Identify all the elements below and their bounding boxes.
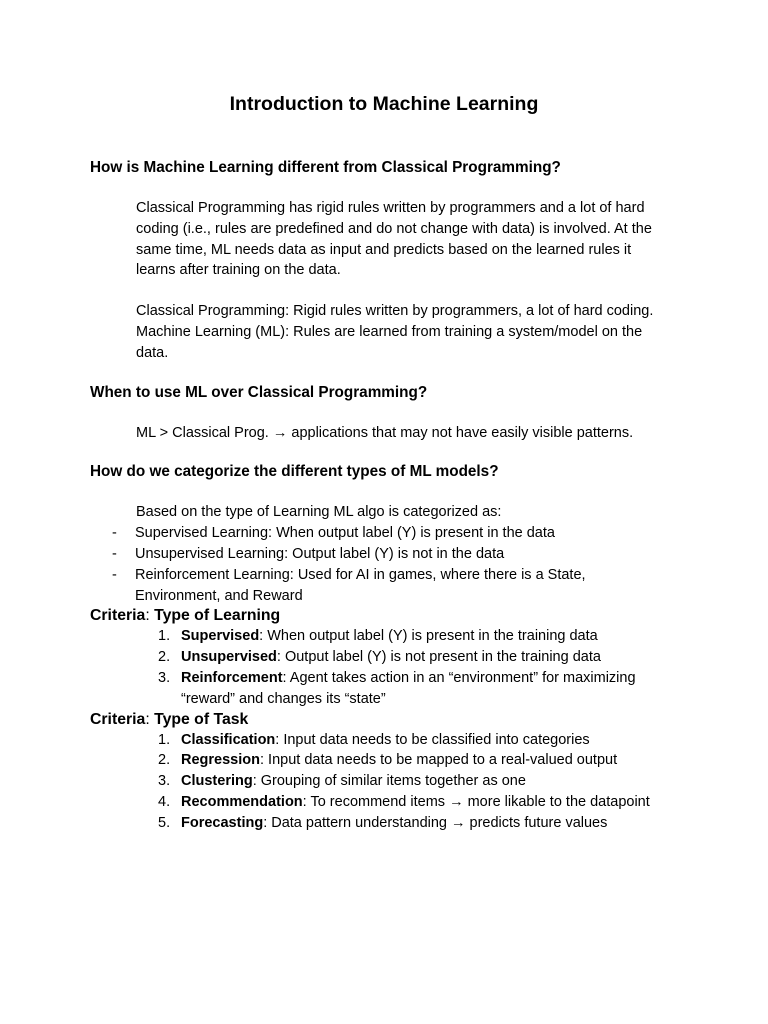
list-item — [90, 523, 678, 544]
list-description: : Input data needs to be classified into categories — [275, 731, 590, 748]
dash-marker: - — [112, 566, 117, 583]
criteria-title: Type of Learning — [154, 607, 281, 625]
paragraph-classical-vs-ml — [90, 198, 678, 281]
list-number: 2. — [158, 649, 171, 666]
task-types-list — [90, 730, 678, 834]
list-item — [136, 750, 678, 771]
list-description: : Grouping of similar items together as one — [252, 773, 526, 790]
list-number: 3. — [158, 773, 171, 790]
paragraph-categorize-intro — [90, 502, 678, 523]
paragraph-line: Classical Programming: Rigid rules written by programmers, a lot of hard coding. — [136, 303, 654, 320]
section-heading-categorize-ml: How do we categorize the different types of ML models? — [90, 463, 499, 481]
list-term: Supervised — [181, 628, 260, 645]
list-item — [136, 668, 678, 710]
section-heading-ml-vs-classical: How is Machine Learning different from Classical Programming? — [90, 159, 561, 176]
list-item — [136, 626, 678, 647]
criteria-heading-task — [90, 710, 678, 730]
list-item — [136, 792, 678, 813]
list-number: 1. — [158, 628, 171, 645]
list-item — [136, 771, 678, 792]
paragraph-line: ML > Classical Prog. → applications that may not have easily visible patterns. — [136, 424, 634, 441]
list-description: : Data pattern understanding → predicts future values — [263, 814, 608, 831]
criteria-heading-learning — [90, 606, 678, 626]
paragraph-line: Based on the type of Learning ML algo is categorized as: — [136, 504, 502, 521]
list-term: Clustering — [181, 773, 253, 790]
list-number: 4. — [158, 793, 171, 810]
criteria-separator: : — [145, 607, 155, 625]
list-item-text: Reinforcement Learning: Used for AI in games, where there is a State, — [135, 566, 586, 583]
list-description: : When output label (Y) is present in the training data — [259, 628, 598, 645]
list-description: : Input data needs to be mapped to a real-valued output — [259, 752, 618, 769]
dash-marker: - — [112, 545, 117, 562]
list-item-text: Unsupervised Learning: Output label (Y) is not in the data — [135, 545, 505, 562]
list-description: : To recommend items → more likable to the datapoint — [302, 793, 650, 810]
paragraph-line: coding (i.e., rules are predefined and do not change with data) is involved. At the — [136, 220, 652, 237]
list-term: Classification — [181, 731, 276, 748]
list-number: 2. — [158, 752, 171, 769]
paragraph-line: Classical Programming has rigid rules written by programmers and a lot of hard — [136, 200, 645, 216]
learning-types-list — [90, 626, 678, 709]
criteria-label: Criteria — [90, 607, 146, 625]
list-term: Recommendation — [181, 793, 303, 810]
list-item — [136, 647, 678, 668]
paragraph-line: same time, ML needs data as input and predicts based on the learned rules it — [136, 241, 632, 258]
paragraph-line: learns after training on the data. — [136, 262, 341, 279]
criteria-separator: : — [145, 710, 155, 728]
list-term: Regression — [181, 752, 260, 769]
list-item-text: Supervised Learning: When output label (Y) is present in the data — [135, 525, 555, 542]
dash-marker: - — [112, 525, 117, 542]
list-term: Reinforcement — [181, 669, 283, 686]
criteria-label: Criteria — [90, 710, 146, 728]
list-description: : Agent takes action in an “environment” for maximizing — [282, 669, 636, 686]
document-title: Introduction to Machine Learning — [229, 93, 539, 115]
list-term: Unsupervised — [181, 649, 277, 666]
section-heading-when-to-use-ml: When to use ML over Classical Programming? — [90, 383, 428, 401]
paragraph-line: Machine Learning (ML): Rules are learned from training a system/model on the — [136, 323, 643, 340]
list-item — [136, 813, 678, 834]
list-description: : Output label (Y) is not present in the training data — [276, 649, 601, 666]
paragraph-line: data. — [136, 344, 169, 361]
list-item-text-continued: Environment, and Reward — [135, 587, 303, 604]
list-term: Forecasting — [181, 814, 264, 831]
list-number: 5. — [158, 814, 171, 831]
list-item — [90, 565, 678, 607]
list-item — [90, 544, 678, 565]
list-number: 1. — [158, 731, 171, 748]
list-number: 3. — [158, 669, 171, 686]
ml-types-list — [90, 523, 678, 606]
paragraph-when-to-use — [90, 423, 678, 444]
paragraph-definitions — [90, 301, 678, 363]
list-item — [136, 730, 678, 751]
criteria-title: Type of Task — [154, 710, 249, 728]
list-description-continued: “reward” and changes its “state” — [181, 690, 386, 707]
